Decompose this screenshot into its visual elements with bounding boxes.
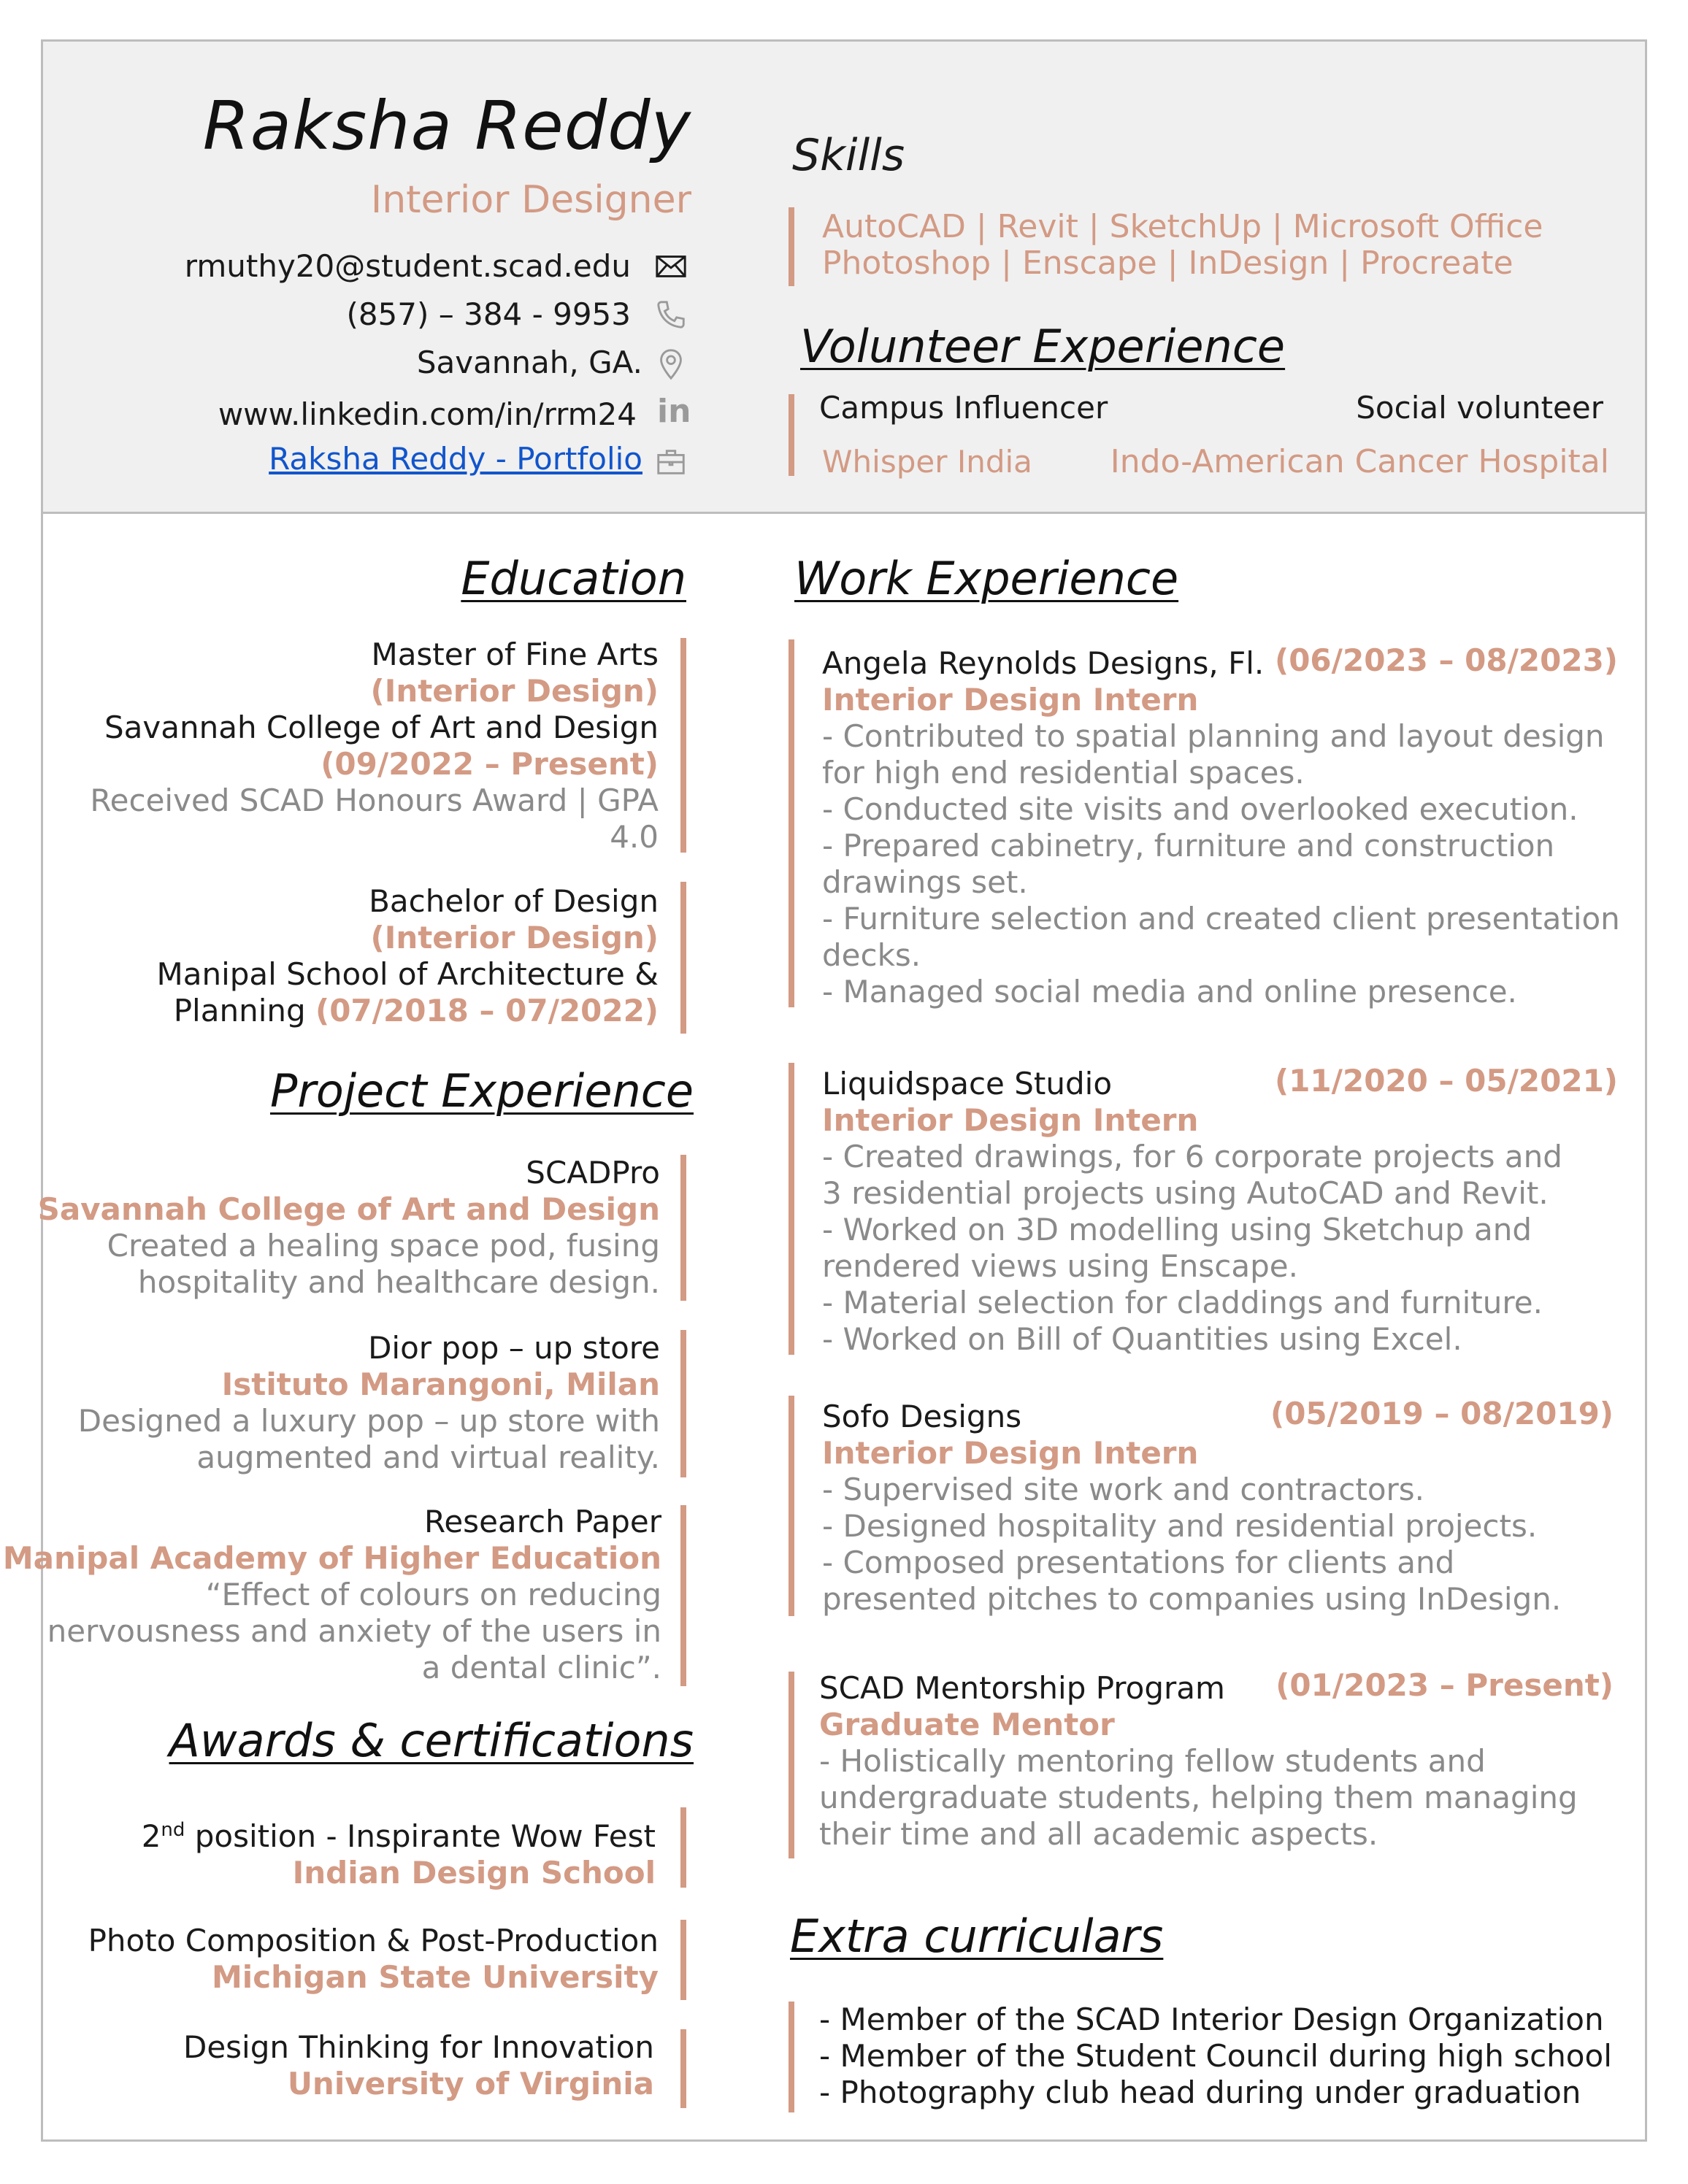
email-text: rmuthy20@student.scad.edu xyxy=(184,248,631,284)
project-accent-bar xyxy=(680,1505,686,1686)
work-description-line: drawings set. xyxy=(822,864,1028,900)
project-desc: nervousness and anxiety of the users in xyxy=(47,1613,661,1649)
work-dates: (05/2019 – 08/2019) xyxy=(1270,1396,1614,1431)
work-description-line: - Worked on 3D modelling using Sketchup and xyxy=(822,1212,1532,1247)
extra-accent-bar xyxy=(789,2002,794,2112)
degree-field: (Interior Design) xyxy=(370,673,659,709)
project-desc: augmented and virtual reality. xyxy=(196,1439,660,1475)
degree: Bachelor of Design xyxy=(369,883,659,919)
candidate-title: Interior Designer xyxy=(370,178,691,222)
work-role: Interior Design Intern xyxy=(822,1102,1199,1138)
award-entry xyxy=(183,2029,654,2102)
work-role: Interior Design Intern xyxy=(822,1435,1199,1471)
skills-line: AutoCAD | Revit | SketchUp | Microsoft Office xyxy=(822,208,1543,245)
volunteer-accent-bar xyxy=(789,394,794,476)
dates: (07/2018 – 07/2022) xyxy=(315,993,659,1028)
work-dates: (11/2020 – 05/2021) xyxy=(1275,1063,1618,1099)
award-entry xyxy=(88,1923,659,1996)
award-rank: 2 xyxy=(141,1818,161,1854)
work-description-line: - Furniture selection and created client presentation xyxy=(822,901,1620,937)
work-accent-bar xyxy=(789,1396,794,1616)
work-description-line: - Supervised site work and contractors. xyxy=(822,1472,1425,1507)
work-description xyxy=(822,718,1620,1010)
work-description xyxy=(822,1472,1561,1618)
work-accent-bar xyxy=(789,639,794,1007)
project-desc: a dental clinic”. xyxy=(421,1650,661,1685)
work-description-line: - Worked on Bill of Quantities using Excel. xyxy=(822,1321,1462,1357)
work-heading: Work Experience xyxy=(794,552,1179,605)
work-description-line: - Composed presentations for clients and xyxy=(822,1545,1455,1580)
work-description-line: decks. xyxy=(822,937,921,973)
linkedin-text: www.linkedin.com/in/rrm24 xyxy=(218,396,637,432)
project-desc: hospitality and healthcare design. xyxy=(137,1264,660,1300)
work-company: Sofo Designs xyxy=(822,1399,1022,1434)
project-title: Dior pop – up store xyxy=(368,1330,660,1366)
work-description-line: - Created drawings, for 6 corporate projects and xyxy=(822,1139,1562,1174)
education-accent-bar xyxy=(680,882,686,1034)
work-company: Liquidspace Studio xyxy=(822,1066,1113,1101)
project-org: Manipal Academy of Higher Education xyxy=(2,1540,661,1576)
degree-field: (Interior Design) xyxy=(370,920,659,956)
work-description-line: - Contributed to spatial planning and layout design xyxy=(822,718,1605,754)
project-entry xyxy=(3,1504,661,1686)
work-description-line: presented pitches to companies using InDesign. xyxy=(822,1581,1562,1617)
project-org: Savannah College of Art and Design xyxy=(37,1191,660,1227)
extra-item: - Photography club head during under graduation xyxy=(819,2075,1581,2110)
work-description-line: for high end residential spaces. xyxy=(822,755,1305,791)
gpa-note: 4.0 xyxy=(610,819,659,855)
location-text: Savannah, GA. xyxy=(416,345,642,380)
dates: (09/2022 – Present) xyxy=(321,746,659,782)
extra-heading: Extra curriculars xyxy=(790,1910,1164,1963)
work-company: SCAD Mentorship Program xyxy=(819,1670,1225,1706)
project-desc: “Effect of colours on reducing xyxy=(205,1577,661,1612)
work-accent-bar xyxy=(789,1672,794,1858)
project-accent-bar xyxy=(680,1155,686,1301)
skills-list xyxy=(822,209,1543,282)
work-role: Interior Design Intern xyxy=(822,682,1199,718)
work-dates: (01/2023 – Present) xyxy=(1275,1667,1614,1703)
project-org: Istituto Marangoni, Milan xyxy=(221,1366,660,1402)
work-company: Angela Reynolds Designs, Fl. xyxy=(822,645,1265,681)
award-accent-bar xyxy=(680,1920,686,2000)
education-entry xyxy=(156,883,659,1029)
volunteer-org: Whisper India xyxy=(822,444,1032,480)
work-description xyxy=(819,1743,1578,1853)
work-description-line: their time and all academic aspects. xyxy=(819,1816,1378,1852)
location-pin-icon xyxy=(654,347,688,381)
project-entry xyxy=(38,1155,660,1301)
work-description-line: - Prepared cabinetry, furniture and construction xyxy=(822,828,1555,864)
award-rank-suffix: nd xyxy=(161,1819,185,1841)
education-accent-bar xyxy=(680,638,686,853)
volunteer-role: Social volunteer xyxy=(1356,390,1603,426)
volunteer-org: Indo-American Cancer Hospital xyxy=(1110,443,1609,480)
award-accent-bar xyxy=(680,1807,686,1888)
candidate-name: Raksha Reddy xyxy=(202,87,691,165)
education-entry xyxy=(90,637,659,855)
extra-item: - Member of the Student Council during high school xyxy=(819,2038,1612,2074)
award-org: Michigan State University xyxy=(212,1959,659,1995)
phone-icon xyxy=(654,298,688,331)
volunteer-role: Campus Influencer xyxy=(819,390,1108,426)
project-desc: Created a healing space pod, fusing xyxy=(107,1228,660,1264)
work-accent-bar xyxy=(789,1063,794,1355)
award-org: Indian Design School xyxy=(292,1855,656,1891)
award-org: University of Virginia xyxy=(287,2066,654,2102)
extra-item: - Member of the SCAD Interior Design Organization xyxy=(819,2002,1604,2037)
volunteer-heading: Volunteer Experience xyxy=(800,320,1286,373)
work-description xyxy=(822,1139,1562,1358)
skills-accent-bar xyxy=(789,207,794,286)
award-title: Photo Composition & Post-Production xyxy=(88,1923,659,1958)
work-description-line: - Conducted site visits and overlooked execution. xyxy=(822,791,1578,827)
skills-line: Photoshop | Enscape | InDesign | Procreate xyxy=(822,245,1514,282)
work-description-line: - Designed hospitality and residential projects. xyxy=(822,1508,1538,1544)
school: Savannah College of Art and Design xyxy=(104,710,659,745)
work-description-line: 3 residential projects using AutoCAD and Revit. xyxy=(822,1175,1549,1211)
school: Planning xyxy=(173,993,315,1028)
project-title: SCADPro xyxy=(526,1155,660,1191)
work-description-line: - Managed social media and online presence. xyxy=(822,974,1517,1010)
degree: Master of Fine Arts xyxy=(371,637,659,672)
projects-heading: Project Experience xyxy=(269,1064,694,1118)
award-entry xyxy=(142,1812,656,1891)
mail-icon xyxy=(654,250,688,283)
briefcase-icon xyxy=(654,445,688,479)
project-title: Research Paper xyxy=(424,1504,661,1539)
work-description-line: - Material selection for claddings and furniture. xyxy=(822,1285,1543,1320)
work-role: Graduate Mentor xyxy=(819,1707,1115,1742)
portfolio-link[interactable]: Raksha Reddy - Portfolio xyxy=(269,441,642,477)
work-description-line: rendered views using Enscape. xyxy=(822,1248,1298,1284)
extra-list xyxy=(819,2002,1612,2111)
linkedin-icon: in xyxy=(657,393,691,430)
work-description-line: undergraduate students, helping them managing xyxy=(819,1780,1578,1815)
project-accent-bar xyxy=(680,1330,686,1477)
education-heading: Education xyxy=(461,552,686,605)
honours-note: Received SCAD Honours Award | GPA xyxy=(90,783,659,818)
award-title: Design Thinking for Innovation xyxy=(183,2029,654,2065)
award-accent-bar xyxy=(680,2029,686,2108)
phone-text: (857) – 384 - 9953 xyxy=(346,296,631,332)
work-dates: (06/2023 – 08/2023) xyxy=(1275,642,1618,678)
school: Manipal School of Architecture & xyxy=(156,956,659,992)
skills-heading: Skills xyxy=(792,130,905,181)
awards-heading: Awards & certifications xyxy=(169,1714,694,1767)
project-entry xyxy=(78,1330,660,1476)
work-description-line: - Holistically mentoring fellow students and xyxy=(819,1743,1486,1779)
award-title: position - Inspirante Wow Fest xyxy=(185,1818,656,1854)
project-desc: Designed a luxury pop – up store with xyxy=(77,1403,660,1439)
